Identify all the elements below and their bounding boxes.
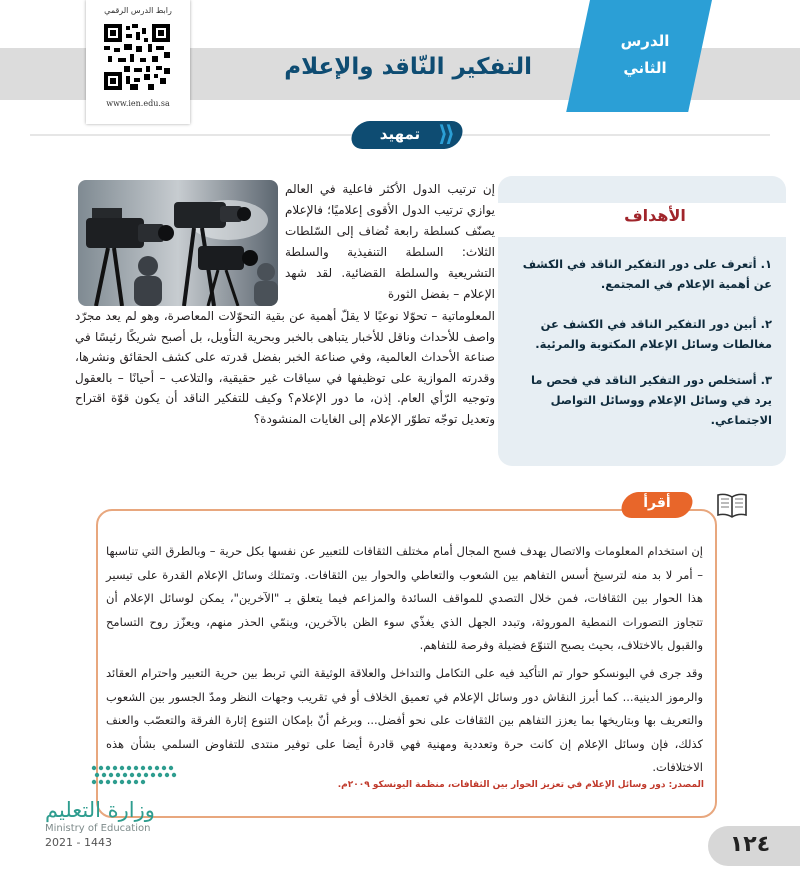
double-chevron-icon: ⟩⟩ [438, 122, 453, 147]
objective-number: ٢. [760, 317, 772, 331]
lesson-tab-line-2: الثاني [623, 59, 667, 77]
page-title: التفكير النّاقد والإعلام [284, 54, 532, 80]
intro-heading: تمهيد [379, 125, 421, 143]
open-book-icon [716, 491, 748, 519]
objective-item [510, 254, 772, 294]
objective-number: ١. [760, 257, 772, 271]
ministry-logo-dots-icon [90, 764, 182, 786]
page-number: ١٢٤ [729, 832, 771, 857]
intro-paragraph-bottom: المعلوماتية – تحوّلا نوعيًا لا يقلّ أهمية عن بقية التحوّلات المعاصرة، وهو لم يعد مجرّد واصف للأحداث وناقل للأخبار يتباهى بالخبر وبحرية التأويل، بل أصبح شريكًا رئيسًا في صناعة الأحداث العالمية، وفي صناعة الخبر بفضل قدرته على كشف الحقائق ونشرها، وقدرته الموازية على توظيفها في سياقات غير حقيقية، والتلاعب – أحيانًا – بالعقول وتوجيه الرّأي العام. إذن، ما دور الإعلام؟ وكيف للتفكير الناقد أن يكون قوّة اقتراح وتعديل توجّه تطوّر الإعلام إلى الغايات المنشودة؟ [75, 309, 495, 426]
edition-year: 2021 - 1443 [45, 836, 112, 849]
qr-label: رابط الدرس الرقمي [104, 6, 172, 15]
objective-text: أستخلص دور التفكير الناقد في فحص ما يرد في وسائل الإعلام ووسائل التواصل الاجتماعي. [530, 373, 772, 427]
read-paragraph-1: إن استخدام المعلومات والاتصال يهدف فسح المجال أمام مختلف الثقافات للتعبير عن نفسها بكل حرية – وبالطرق التي تناسبها – أمر لا بد منه لترسيخ أسس التفاهم بين الشعوب والتعاطي والحوار بين الثقافات. وتمتلك وسائل الإعلام القدرة على تيسير هذا الحوار بين الثقافات، فمن خلال التصدي للمواقف السائدة والمزاعم فيما يتعلق بـ "الآخرين"، يمكن لوسائل الإعلام أن تتجاوز التصورات النمطية الموروثة، وتبدد الجهل الذي يغذّي سوء الظن بالآخرين، وينمّي الحذر منهم، ويعزّز روح التسامح والقبول بالاختلاف، بحيث يصبح التنوّع فضيلة وفرصة للتفاهم. [106, 544, 703, 652]
objectives-title: الأهداف [624, 206, 686, 225]
qr-url[interactable]: www.ien.edu.sa [106, 99, 170, 108]
source-citation: المصدر: دور وسائل الإعلام في تعزيز الحوار بين الثقافات، منظمة اليونسكو ٢٠٠٩م. [337, 780, 704, 790]
lesson-tab-label [600, 28, 690, 82]
objective-item [510, 370, 772, 430]
ministry-name-english: Ministry of Education [45, 823, 151, 834]
intro-paragraph-top: إن ترتيب الدول الأكثر فاعلية في العالم يوازي ترتيب الدول الأقوى إعلاميًا؛ فالإعلام يصنّف كسلطة رابعة تُضاف إلى السّلطات الثلاث: السلطة التنفيذية والسلطة التشريعية والسلطة القضائية. لقد شهد الإعلام – بفضل الثورة [285, 182, 495, 301]
objective-number: ٣. [760, 373, 772, 387]
objective-text: أتعرف على دور التفكير الناقد في الكشف عن أهمية الإعلام في المجتمع. [522, 257, 772, 291]
press-cameras-photo [78, 180, 278, 306]
ministry-name-arabic: وزارة التعليم [45, 798, 155, 822]
qr-code-icon[interactable] [104, 24, 170, 90]
read-paragraph-2: وقد جرى في اليونسكو حوار تم التأكيد فيه على التكامل والتداخل والعلاقة الوثيقة التي تربط بين حرية التعبير واحترام العقائد والرموز الدينية... كما أبرز النقاش دور وسائل الإعلام في تعميق الخلاف أو في تقريب وجهات النظر ومدّ الجسور بين الشعوب والتعريف بها وبتاريخها بما يعزز التفاهم بين الثقافات على نحو أفضل... وبرغم أنّ بإمكان التنوع إثارة الفرقة والتعصّب والعنف كذلك، فإن وسائل الإعلام إن كانت حرة وتعددية ومهنية فهي قادرة أيضا على توفير منتدى للتفاوض السلمي بشأن هذه الاختلافات. [106, 666, 703, 774]
objective-text: أبين دور التفكير الناقد في الكشف عن مغالطات وسائل الإعلام المكتوبة والمرئية. [535, 317, 772, 351]
read-heading: أقرأ [643, 495, 671, 511]
objective-item [510, 314, 772, 354]
lesson-tab-line-1: الدرس [620, 32, 670, 50]
